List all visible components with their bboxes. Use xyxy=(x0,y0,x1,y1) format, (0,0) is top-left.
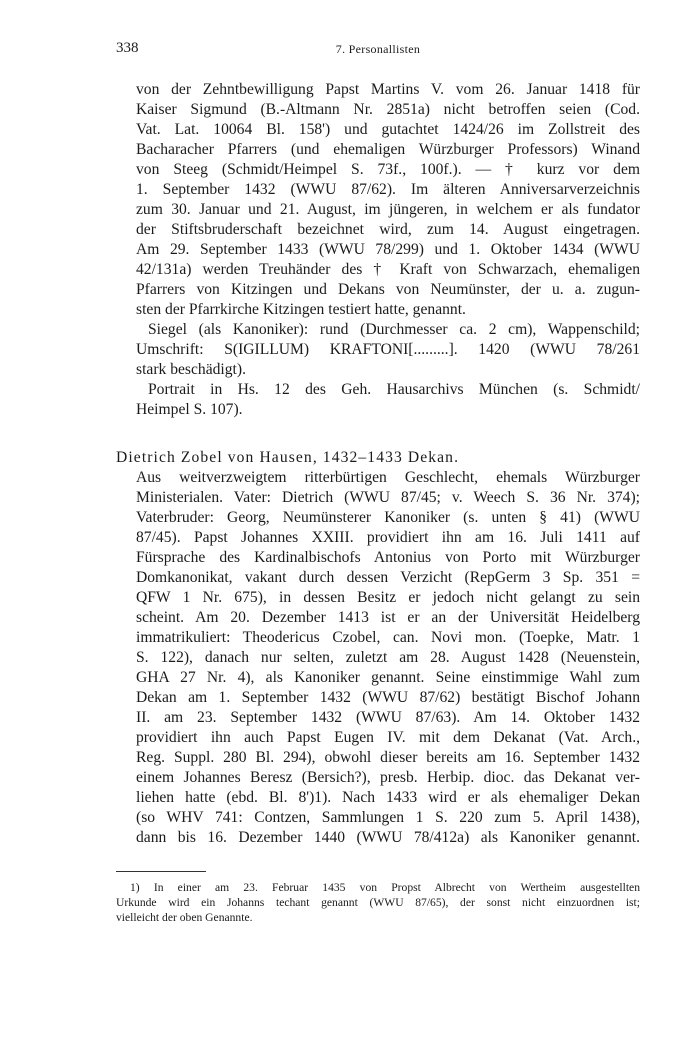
footnote-separator xyxy=(116,871,206,872)
text-line: liehen hatte (ebd. Bl. 8')1). Nach 1433 wird er als ehemaliger Dekan xyxy=(136,789,640,806)
text-line: II. am 23. September 1432 (WWU 87/63). Am 14. Oktober 1432 xyxy=(136,709,640,726)
text-line: immatrikuliert: Theodericus Czobel, can. Novi mon. (Toepke, Matr. 1 xyxy=(136,629,640,646)
text-line: der Stiftsbruderschaft bezeichnet wird, zum 14. August eingetragen. xyxy=(136,221,640,238)
text-line: providiert ihn auch Papst Eugen IV. mit dem Dekanat (Vat. Arch., xyxy=(136,729,640,746)
text-line: 87/45). Papst Johannes XXIII. providiert ihn am 16. Juli 1411 auf xyxy=(136,529,640,546)
text-line: Dekan am 1. September 1432 (WWU 87/62) bestätigt Bischof Johann xyxy=(136,689,640,706)
text-line: Kaiser Sigmund (B.-Altmann Nr. 2851a) nicht betroffen seien (Cod. xyxy=(136,101,640,118)
text-line: QFW 1 Nr. 675), in dessen Besitz er jedoch nicht gelangt zu sein xyxy=(136,589,640,606)
text-line: Ministerialen. Vater: Dietrich (WWU 87/45; v. Weech S. 36 Nr. 374); xyxy=(136,489,640,506)
text-line: Domkanonikat, vakant durch dessen Verzicht (RepGerm 3 Sp. 351 = xyxy=(136,569,640,586)
page-header xyxy=(116,40,640,60)
text-line: Reg. Suppl. 280 Bl. 294), obwohl dieser bereits am 16. September 1432 xyxy=(136,749,640,766)
text-line: 42/131a) werden Treuhänder des † Kraft von Schwarzach, ehemaligen xyxy=(136,261,640,278)
text-line: GHA 27 Nr. 4), als Kanoniker genannt. Seine einstimmige Wahl zum xyxy=(136,669,640,686)
text-line: S. 122), danach nur selten, zuletzt am 28. August 1428 (Neuenstein, xyxy=(136,649,640,666)
text-line: einem Johannes Beresz (Bersich?), presb. Herbip. dioc. das Dekanat ver- xyxy=(136,769,640,786)
footnote-line: 1) In einer am 23. Februar 1435 von Propst Albrecht von Wertheim ausgestellten xyxy=(130,881,640,894)
text-line: zum 30. Januar und 21. August, im jüngeren, in welchem er als fundator xyxy=(136,201,640,218)
text-line: sten der Pfarrkirche Kitzingen testiert hatte, genannt. xyxy=(136,301,466,318)
text-line: (so WHV 741: Contzen, Sammlungen 1 S. 220 zum 5. April 1438), xyxy=(136,809,640,826)
text-line: stark beschädigt). xyxy=(136,361,246,378)
text-line: Aus weitverzweigtem ritterbürtigen Geschlecht, ehemals Würzburger xyxy=(136,469,640,486)
text-line: dann bis 16. Dezember 1440 (WWU 78/412a) als Kanoniker genannt. xyxy=(136,829,640,846)
text-line: Umschrift: S(IGILLUM) KRAFTONI[.........]. 1420 (WWU 78/261 xyxy=(136,341,640,358)
text-line: Fürsprache des Kardinalbischofs Antonius von Porto mit Würzburger xyxy=(136,549,640,566)
portrait-paragraph-line: Portrait in Hs. 12 des Geh. Hausarchivs München (s. Schmidt/ xyxy=(148,381,640,398)
page-number: 338 xyxy=(116,40,139,56)
text-line: 1. September 1432 (WWU 87/62). Im älteren Anniversarverzeichnis xyxy=(136,181,640,198)
text-line: Pfarrers von Kitzingen und Dekans von Neumünster, der u. a. zugun- xyxy=(136,281,640,298)
text-line: Heimpel S. 107). xyxy=(136,401,243,418)
running-head: 7. Personallisten xyxy=(335,42,421,56)
footnote-line: Urkunde wird ein Johanns techant genannt (WWU 87/65), der sonst nicht einzuordnen ist; xyxy=(116,896,640,909)
entry-heading-text: Dietrich Zobel von Hausen, 1432–1433 Dekan. xyxy=(116,449,460,466)
text-line: von Steeg (Schmidt/Heimpel S. 73f., 100f.). — † kurz vor dem xyxy=(136,161,640,178)
text-line: Vat. Lat. 10064 Bl. 158') und gutachtet 1424/26 im Zollstreit des xyxy=(136,121,640,138)
text-line: scheint. Am 20. Dezember 1413 ist er an der Universität Heidelberg xyxy=(136,609,640,626)
text-line: Bacharacher Pfarrers (und ehemaligen Würzburger Professors) Winand xyxy=(136,141,640,158)
seal-paragraph-line: Siegel (als Kanoniker): rund (Durchmesser ca. 2 cm), Wappenschild; xyxy=(148,321,640,338)
entry-heading xyxy=(116,448,640,468)
text-line: von der Zehntbewilligung Papst Martins V. vom 26. Januar 1418 für xyxy=(136,81,640,98)
footnote-line: vielleicht der oben Genannte. xyxy=(116,911,253,924)
text-line: Vaterbruder: Georg, Neumünsterer Kanoniker (s. unten § 41) (WWU xyxy=(136,509,640,526)
text-line: Am 29. September 1433 (WWU 78/299) und 1. Oktober 1434 (WWU xyxy=(136,241,640,258)
